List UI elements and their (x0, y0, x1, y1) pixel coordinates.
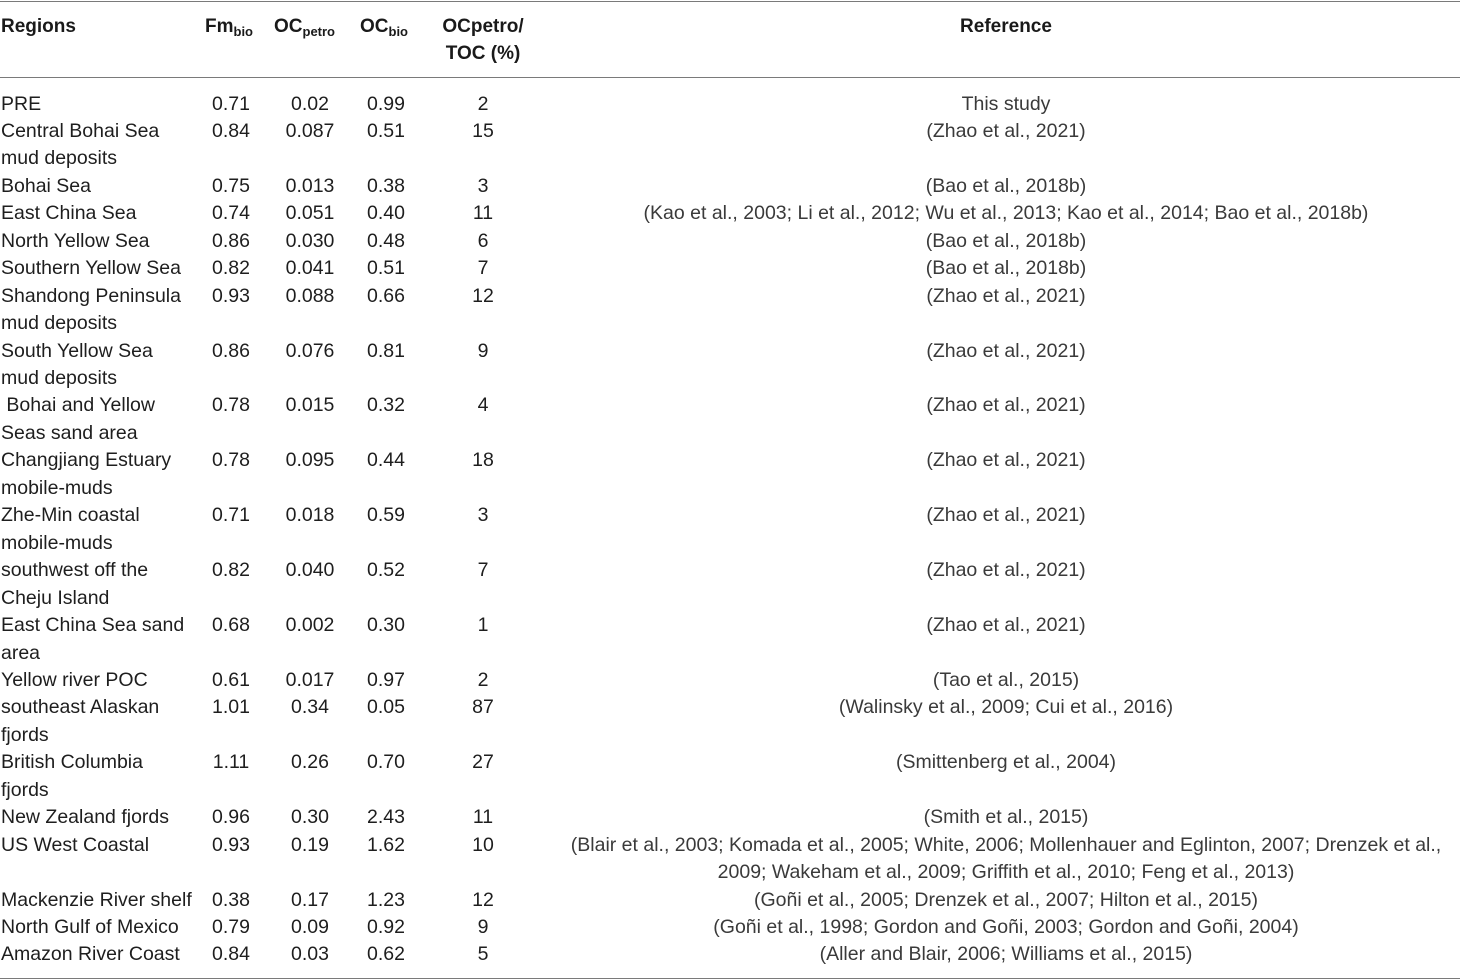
oc-petro-cell: 0.041 (285, 257, 335, 280)
region-line: Zhe-Min coastal (1, 504, 140, 527)
region-cell (1, 612, 184, 667)
fm-bio-cell: 0.93 (212, 284, 250, 307)
oc-bio-cell: 0.51 (367, 119, 405, 142)
reference-line: (Zhao et al., 2021) (926, 119, 1086, 142)
region-cell (1, 91, 41, 119)
region-line: Mackenzie River shelf (1, 888, 192, 911)
reference-cell (552, 749, 1460, 777)
reference-cell (552, 91, 1460, 119)
region-line: fjords (1, 778, 49, 801)
ocpetro-toc-cell: 9 (477, 339, 489, 362)
region-line: Shandong Peninsula (1, 284, 181, 307)
region-cell (1, 255, 181, 283)
region-cell (1, 887, 192, 915)
fm-bio-cell: 0.78 (212, 394, 250, 417)
region-line: Cheju Island (1, 586, 110, 609)
ocpetro-toc-cell: 27 (472, 751, 494, 774)
table-header-rule (0, 77, 1460, 78)
region-line: Changjiang Estuary (1, 449, 172, 472)
ocpetro-toc-cell: 7 (477, 257, 489, 280)
oc-bio-cell: 0.92 (367, 916, 405, 938)
oc-bio-cell: 0.52 (367, 559, 405, 582)
region-cell (1, 941, 180, 969)
region-cell (1, 200, 137, 228)
fm-bio-cell: 0.38 (212, 888, 250, 911)
oc-petro-cell: 0.030 (285, 229, 335, 252)
reference-line: (Zhao et al., 2021) (926, 394, 1086, 417)
region-line: North Yellow Sea (1, 229, 150, 252)
reference-line: (Smith et al., 2015) (923, 806, 1089, 829)
region-line: mobile-muds (1, 476, 113, 499)
region-line: Bohai and Yellow (1, 394, 155, 417)
header-regions: Regions (1, 16, 76, 37)
header-fm-bio: $Fm_{bio}$ (205, 16, 253, 39)
oc-petro-cell: 0.015 (285, 394, 335, 417)
ocpetro-toc-cell: 6 (477, 229, 489, 252)
reference-line: (Goñi et al., 1998; Gordon and Goñi, 2003; Gordon and Goñi, 2004) (713, 916, 1299, 938)
oc-bio-cell: 0.99 (367, 92, 405, 115)
reference-line: (Zhao et al., 2021) (926, 284, 1086, 307)
reference-cell (552, 612, 1460, 640)
reference-line: (Tao et al., 2015) (932, 668, 1080, 691)
ocpetro-toc-cell: 87 (472, 696, 494, 719)
region-cell (1, 447, 171, 502)
region-line: South Yellow Sea (1, 339, 153, 362)
region-cell (1, 338, 153, 393)
reference-line: (Blair et al., 2003; Komada et al., 2005; White, 2006; Mollenhauer and Eglinton, 2007; Drenzek et al., (570, 833, 1442, 856)
oc-petro-cell: 0.09 (291, 916, 329, 938)
region-line: mobile-muds (1, 531, 113, 554)
reference-cell (552, 694, 1460, 722)
reference-line: (Zhao et al., 2021) (926, 559, 1086, 582)
region-line: southeast Alaskan (1, 696, 160, 719)
region-cell (1, 118, 159, 173)
fm-bio-cell: 0.82 (212, 257, 250, 280)
oc-petro-cell: 0.018 (285, 504, 335, 527)
oc-bio-cell: 0.97 (367, 668, 405, 691)
reference-cell (552, 228, 1460, 256)
region-line: PRE (1, 92, 42, 115)
region-line: southwest off the (1, 559, 149, 582)
region-line: North Gulf of Mexico (1, 916, 179, 938)
oc-bio-cell: 0.38 (367, 174, 405, 197)
fm-bio-cell: 0.74 (212, 202, 250, 225)
oc-petro-cell: 0.017 (285, 668, 335, 691)
ocpetro-toc-cell: 11 (472, 202, 494, 225)
region-line: fjords (1, 723, 49, 746)
fm-bio-cell: 0.84 (212, 943, 250, 966)
ocpetro-toc-cell: 5 (477, 943, 489, 966)
oc-bio-cell: 0.05 (367, 696, 405, 719)
region-cell (1, 804, 169, 832)
reference-line: (Goñi et al., 2005; Drenzek et al., 2007; Hilton et al., 2015) (753, 888, 1259, 911)
reference-cell (552, 557, 1460, 585)
reference-cell (552, 200, 1460, 228)
header-oc-petro: $OC_{petro}$ (274, 16, 335, 39)
reference-cell (552, 667, 1460, 695)
region-cell (1, 228, 150, 256)
reference-cell (552, 941, 1460, 969)
header-reference: Reference (960, 16, 1052, 37)
ocpetro-toc-cell: 18 (472, 449, 494, 472)
fm-bio-cell: 0.96 (212, 806, 250, 829)
ocpetro-toc-cell: 4 (477, 394, 489, 417)
ocpetro-toc-cell: 9 (477, 916, 489, 938)
reference-cell (552, 832, 1460, 887)
reference-cell (552, 887, 1460, 915)
region-cell (1, 832, 149, 860)
region-line: Yellow river POC (1, 668, 148, 691)
reference-cell (552, 173, 1460, 201)
oc-petro-cell: 0.26 (291, 751, 329, 774)
fm-bio-cell: 0.86 (212, 339, 250, 362)
region-line: East China Sea sand (1, 614, 185, 637)
ocpetro-toc-cell: 11 (472, 806, 494, 829)
reference-cell (552, 118, 1460, 146)
oc-petro-cell: 0.002 (285, 614, 335, 637)
fm-bio-cell: 0.78 (212, 449, 250, 472)
oc-bio-cell: 0.51 (367, 257, 405, 280)
reference-line: (Aller and Blair, 2006; Williams et al., 2015) (819, 943, 1193, 966)
region-line: Amazon River Coast (1, 943, 180, 966)
region-line: British Columbia (1, 751, 143, 774)
oc-petro-cell: 0.34 (291, 696, 329, 719)
header-ocpetro-toc: OCpetro/ TOC (%) (442, 16, 524, 64)
table-bottom-rule (0, 978, 1460, 979)
oc-petro-cell: 0.013 (285, 174, 335, 197)
region-line: Southern Yellow Sea (1, 257, 181, 280)
fm-bio-cell: 1.01 (212, 696, 250, 719)
fm-bio-cell: 0.86 (212, 229, 250, 252)
ocpetro-toc-cell: 15 (472, 119, 494, 142)
fm-bio-cell: 0.84 (212, 119, 250, 142)
oc-bio-cell: 0.30 (367, 614, 405, 637)
fm-bio-cell: 0.68 (212, 614, 250, 637)
ocpetro-toc-cell: 1 (477, 614, 489, 637)
reference-line: (Zhao et al., 2021) (926, 339, 1086, 362)
region-cell (1, 502, 140, 557)
oc-bio-cell: 0.81 (367, 339, 405, 362)
region-cell (1, 173, 91, 201)
region-line: US West Coastal (1, 833, 150, 856)
oc-bio-cell: 1.62 (367, 833, 405, 856)
reference-cell (552, 255, 1460, 283)
oc-bio-cell: 0.40 (367, 202, 405, 225)
oc-bio-cell: 0.70 (367, 751, 405, 774)
region-cell (1, 914, 179, 942)
reference-cell (552, 502, 1460, 530)
ocpetro-toc-cell: 12 (472, 284, 494, 307)
oc-bio-cell: 0.32 (367, 394, 405, 417)
region-line: Central Bohai Sea (1, 119, 160, 142)
region-line: New Zealand fjords (1, 806, 169, 829)
ocpetro-toc-cell: 7 (477, 559, 489, 582)
region-line: Bohai Sea (1, 174, 91, 197)
oc-petro-cell: 0.19 (291, 833, 329, 856)
oc-bio-cell: 0.44 (367, 449, 405, 472)
ocpetro-toc-cell: 12 (472, 888, 494, 911)
ocpetro-toc-cell: 10 (472, 833, 494, 856)
oc-bio-cell: 0.48 (367, 229, 405, 252)
fm-bio-cell: 0.61 (212, 668, 250, 691)
region-line: mud deposits (1, 367, 117, 390)
reference-cell (552, 914, 1460, 942)
ocpetro-toc-cell: 3 (477, 504, 489, 527)
region-cell (1, 557, 148, 612)
oc-petro-cell: 0.30 (291, 806, 329, 829)
reference-line: (Zhao et al., 2021) (926, 614, 1086, 637)
fm-bio-cell: 0.75 (212, 174, 250, 197)
fm-bio-cell: 0.82 (212, 559, 250, 582)
reference-line: (Bao et al., 2018b) (925, 174, 1087, 197)
reference-line: 2009; Wakeham et al., 2009; Griffith et al., 2010; Feng et al., 2013) (717, 861, 1295, 884)
oc-bio-cell: 0.66 (367, 284, 405, 307)
region-line: East China Sea (1, 202, 137, 225)
reference-line: (Zhao et al., 2021) (926, 449, 1086, 472)
fm-bio-cell: 0.79 (212, 916, 250, 938)
region-cell (1, 694, 159, 749)
oc-bio-cell: 2.43 (367, 806, 405, 829)
region-line: Seas sand area (1, 421, 138, 444)
ocpetro-toc-cell: 2 (477, 668, 489, 691)
region-line: area (1, 641, 41, 664)
fm-bio-cell: 0.93 (212, 833, 250, 856)
oc-petro-cell: 0.040 (285, 559, 335, 582)
reference-line: (Bao et al., 2018b) (925, 257, 1087, 280)
reference-cell (552, 338, 1460, 366)
reference-cell (552, 283, 1460, 311)
reference-line: (Bao et al., 2018b) (925, 229, 1087, 252)
oc-petro-cell: 0.17 (291, 888, 329, 911)
oc-bio-cell: 1.23 (367, 888, 405, 911)
region-line: mud deposits (1, 312, 117, 335)
reference-line: (Smittenberg et al., 2004) (895, 751, 1117, 774)
reference-line: (Kao et al., 2003; Li et al., 2012; Wu et al., 2013; Kao et al., 2014; Bao et al., 2018b) (643, 202, 1369, 225)
region-cell (1, 283, 181, 338)
oc-petro-cell: 0.088 (285, 284, 335, 307)
header-oc-bio: $OC_{bio}$ (360, 16, 408, 39)
region-cell (1, 749, 143, 804)
oc-petro-cell: 0.095 (285, 449, 335, 472)
oc-petro-cell: 0.087 (285, 119, 335, 142)
fm-bio-cell: 1.11 (212, 751, 250, 774)
fm-bio-cell: 0.71 (212, 504, 250, 527)
oc-bio-cell: 0.62 (367, 943, 405, 966)
oc-bio-cell: 0.59 (367, 504, 405, 527)
table-top-rule (0, 1, 1460, 2)
oc-petro-cell: 0.076 (285, 339, 335, 362)
oc-petro-cell: 0.03 (291, 943, 329, 966)
ocpetro-toc-cell: 2 (477, 92, 489, 115)
ocpetro-toc-cell: 3 (477, 174, 489, 197)
reference-line: (Zhao et al., 2021) (926, 504, 1086, 527)
reference-cell (552, 804, 1460, 832)
reference-cell (552, 447, 1460, 475)
oc-petro-cell: 0.051 (285, 202, 335, 225)
reference-line: This study (961, 92, 1051, 115)
region-cell (1, 667, 148, 695)
reference-cell (552, 392, 1460, 420)
fm-bio-cell: 0.71 (212, 92, 250, 115)
reference-line: (Walinsky et al., 2009; Cui et al., 2016) (838, 696, 1174, 719)
region-line: mud deposits (1, 147, 117, 170)
region-cell (1, 392, 155, 447)
oc-petro-cell: 0.02 (291, 92, 329, 115)
